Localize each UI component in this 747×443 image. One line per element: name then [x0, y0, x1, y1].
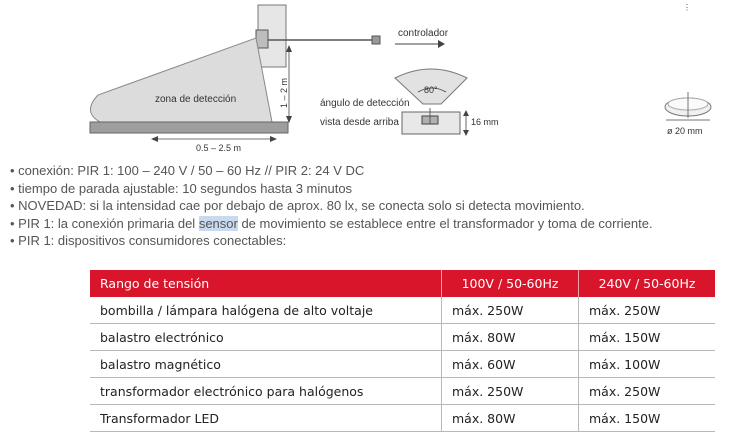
- width-label: 0.5 – 2.5 m: [196, 143, 242, 153]
- table-row: [90, 405, 715, 432]
- value-100v: máx. 80W: [442, 405, 579, 432]
- header-240v: 240V / 50-60Hz: [579, 270, 716, 297]
- device-name: transformador electrónico para halógenos: [90, 378, 442, 405]
- highlighted-word: sensor: [198, 215, 238, 231]
- angle-value: 80°: [424, 85, 438, 95]
- header-voltage-range: Rango de tensión: [90, 270, 442, 297]
- svg-text:⋮: ⋮: [683, 3, 691, 12]
- floor: [90, 122, 288, 133]
- sensor-diagram: [0, 0, 747, 160]
- bullet-devices: • PIR 1: dispositivos consumidores conectables:: [10, 233, 287, 249]
- device-name: bombilla / lámpara halógena de alto voltaje: [90, 297, 442, 324]
- header-100v: 100V / 50-60Hz: [442, 270, 579, 297]
- bullet-connection: • conexión: PIR 1: 100 – 240 V / 50 – 60 Hz // PIR 2: 24 V DC: [10, 163, 365, 178]
- device-name: balastro electrónico: [90, 324, 442, 351]
- table-row: [90, 324, 715, 351]
- bullet-primary-connection: [10, 215, 740, 233]
- controller-label: controlador: [398, 28, 449, 39]
- bullet-text-post: de movimiento se establece entre el transformador y toma de corriente.: [237, 215, 653, 231]
- value-100v: máx. 80W: [442, 324, 579, 351]
- bullet-novelty: • NOVEDAD: si la intensidad cae por debajo de aprox. 80 lx, se conecta solo si detecta movimiento.: [10, 198, 585, 214]
- depth-label: 16 mm: [471, 117, 499, 127]
- table-row: [90, 351, 715, 378]
- bullet-stop-time: • tiempo de parada ajustable: 10 segundos hasta 3 minutos: [10, 180, 353, 196]
- table-header-row: [90, 270, 715, 297]
- value-240v: máx. 250W: [579, 297, 716, 324]
- bullet-text-pre: • PIR 1: la conexión primaria del: [10, 215, 199, 231]
- device-name: Transformador LED: [90, 405, 442, 432]
- diameter-label: ø 20 mm: [667, 126, 703, 136]
- top-view-label: vista desde arriba: [320, 117, 399, 128]
- detection-zone-label: zona de detección: [155, 94, 237, 105]
- value-100v: máx. 60W: [442, 351, 579, 378]
- value-240v: máx. 150W: [579, 324, 716, 351]
- voltage-table: [90, 270, 715, 432]
- feature-list: [10, 162, 740, 250]
- value-240v: máx. 250W: [579, 378, 716, 405]
- device-name: balastro magnético: [90, 351, 442, 378]
- detection-zone: [90, 38, 272, 122]
- angle-label: ángulo de detección: [320, 98, 410, 109]
- value-240v: máx. 100W: [579, 351, 716, 378]
- value-100v: máx. 250W: [442, 378, 579, 405]
- table-row: [90, 297, 715, 324]
- table-row: [90, 378, 715, 405]
- value-240v: máx. 150W: [579, 405, 716, 432]
- height-label: 1 – 2 m: [279, 77, 289, 108]
- value-100v: máx. 250W: [442, 297, 579, 324]
